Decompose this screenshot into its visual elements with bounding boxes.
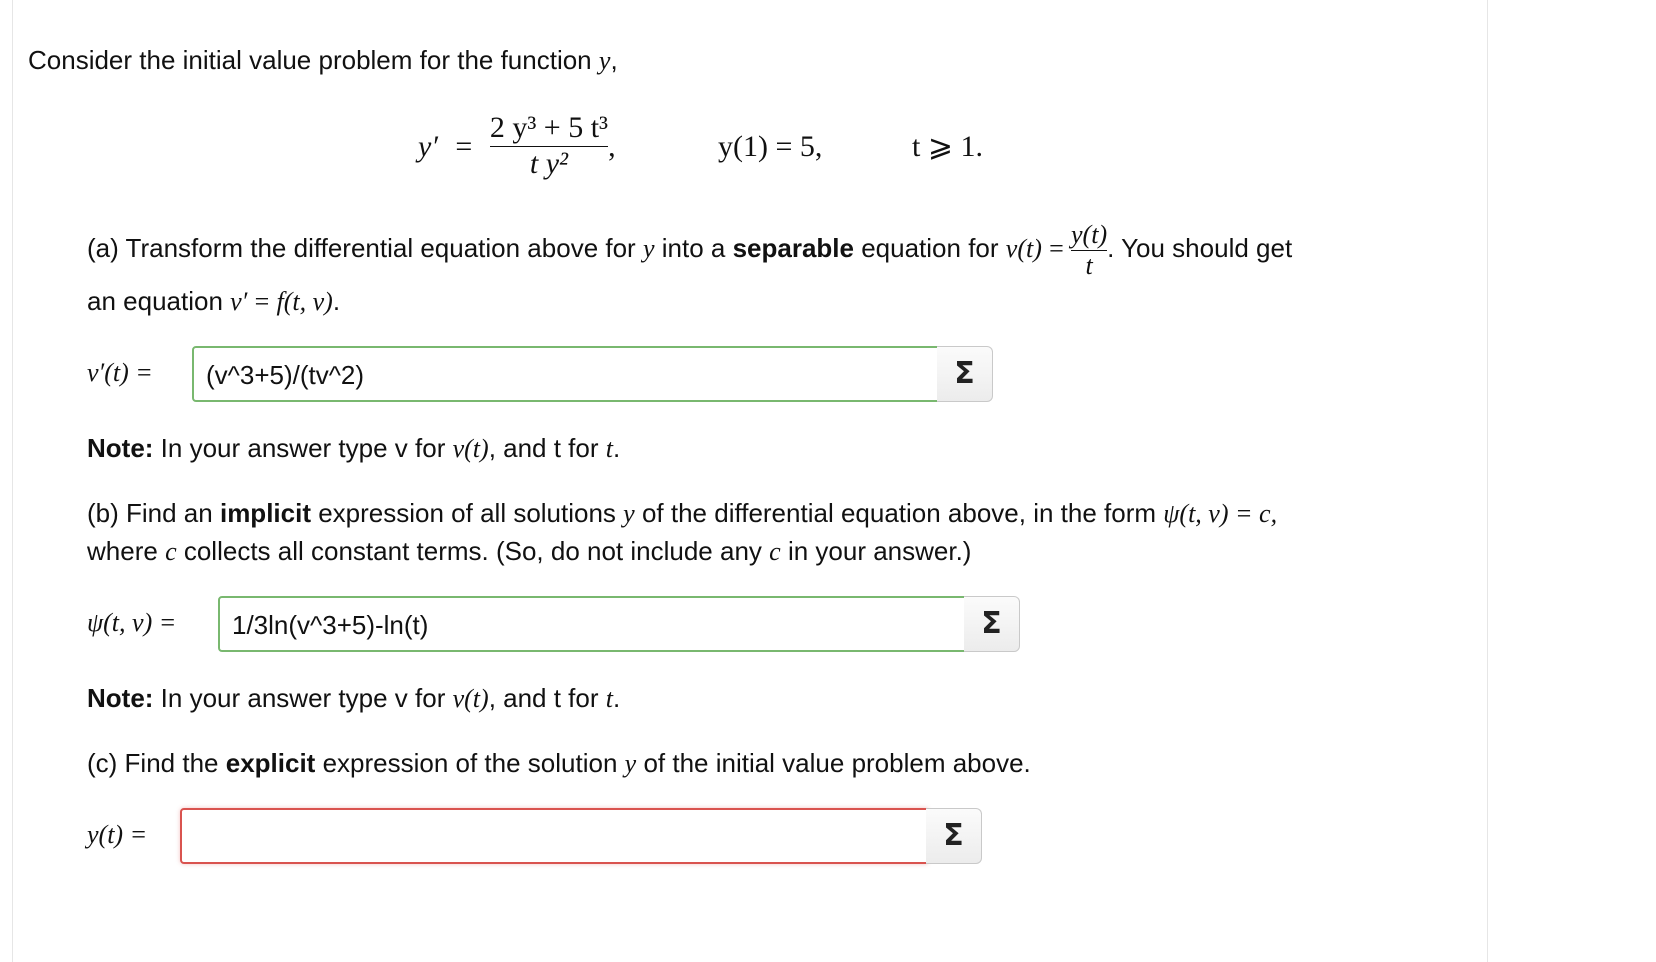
part-b-equation-editor-button[interactable]: Σ xyxy=(964,596,1020,652)
ivp-numerator: 2 y³ + 5 t³ xyxy=(489,111,609,145)
part-b-input-label: ψ(t, v) = xyxy=(87,608,177,637)
ivp-equation: y′ = $\frac{\text{2 y³ + 5 t³}}{\text{t y²}}$ , xyxy=(418,111,616,180)
part-b-answer-input[interactable]: 1/3ln(v^3+5)-ln(t) xyxy=(218,596,966,652)
part-b-question: (b) Find an implicit expression of all solutions y of the differential equation above, in the form ψ(t, v) = c, xyxy=(87,498,1278,528)
part-c-answer-input[interactable] xyxy=(180,808,928,864)
part-c-equation-editor-button[interactable]: Σ xyxy=(926,808,982,864)
note-a: Note: In your answer type v for v(t), and t for t. xyxy=(87,433,621,463)
part-a-equation-editor-button[interactable]: Σ xyxy=(937,346,993,402)
part-a-input-label: v′(t) = xyxy=(87,358,153,387)
ivp-denominator: t y² xyxy=(490,146,608,182)
part-a-question: (a) Transform the differential equation above for y into a separable equation for v(t) = $\frac{y(t)}{t}$ . You should get xyxy=(87,219,1293,280)
intro-text: Consider the initial value problem for the function y, xyxy=(28,45,618,75)
part-c-input-label: y(t) = xyxy=(87,820,148,849)
part-a-question-line2: an equation v′ = f(t, v). xyxy=(87,286,341,316)
part-b-question-line2: where c collects all constant terms. (So, do not include any c in your answer.) xyxy=(87,536,972,566)
part-a-answer-input[interactable]: (v^3+5)/(tv^2) xyxy=(192,346,939,402)
part-c-question: (c) Find the explicit expression of the solution y of the initial value problem above. xyxy=(87,748,1031,778)
ivp-domain: t ⩾ 1. xyxy=(912,130,983,163)
ivp-initial-condition: y(1) = 5, xyxy=(718,130,823,163)
note-b: Note: In your answer type v for v(t), and t for t. xyxy=(87,683,621,713)
